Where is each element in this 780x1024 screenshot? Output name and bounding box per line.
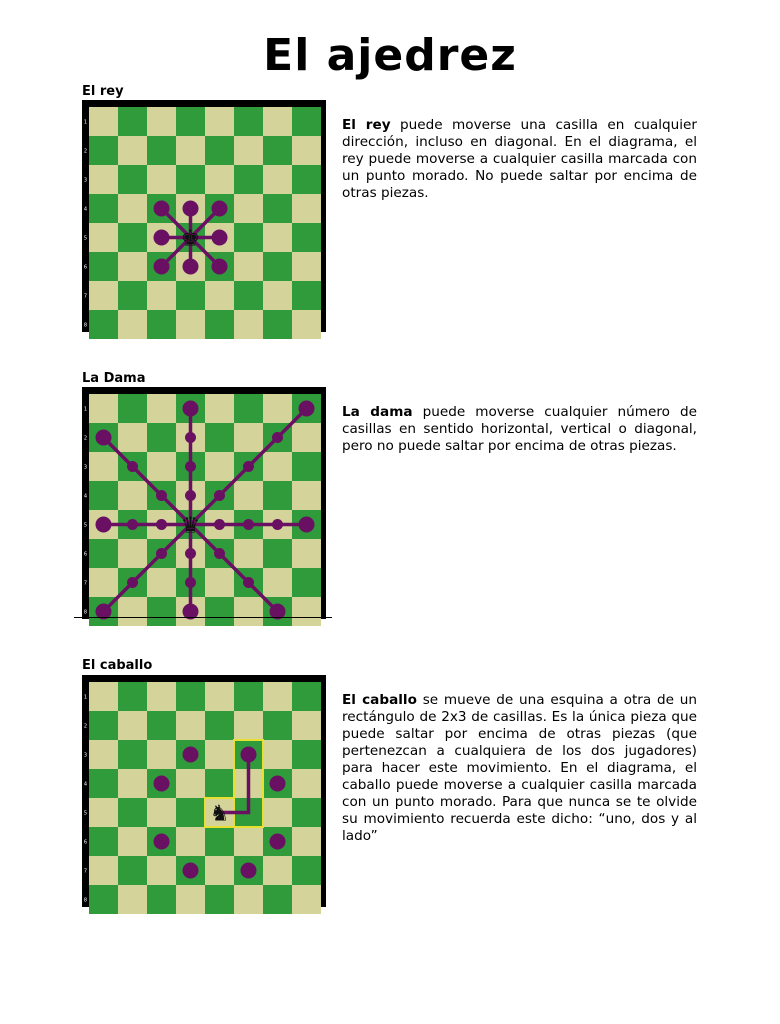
king-description (342, 117, 697, 202)
board-square (292, 885, 321, 914)
file-label: H (101, 628, 106, 634)
board-square (118, 827, 147, 856)
board-square (263, 798, 292, 827)
rank-label: 1 (83, 406, 88, 413)
board-square (234, 682, 263, 711)
board-square (176, 827, 205, 856)
target-dot (241, 747, 257, 763)
board-square (234, 107, 263, 136)
board-square (263, 136, 292, 165)
board-square (205, 568, 234, 597)
board-square (89, 136, 118, 165)
queen-name: La dama (342, 404, 413, 420)
board-square (147, 856, 176, 885)
board-square (205, 740, 234, 769)
target-dot (241, 863, 257, 879)
board-square (234, 481, 263, 510)
king-text: puede moverse una casilla en cualquier dirección, incluso en diagonal. En el diagrama, el rey puede moverse a cualquier casilla marcada con un punto morado. No puede saltar por encima de otras piezas. (342, 117, 697, 201)
separator-line (74, 617, 332, 618)
board-square (89, 194, 118, 223)
board-square (263, 740, 292, 769)
board-square (205, 597, 234, 626)
target-dot (183, 259, 199, 275)
board-square (292, 136, 321, 165)
path-dot (185, 432, 196, 443)
board-square (176, 798, 205, 827)
board-square (89, 452, 118, 481)
board-square (176, 769, 205, 798)
queen-text: puede moverse cualquier número de casillas en sentido horizontal, vertical o diagonal, pero no puede saltar por encima de otras piezas. (342, 404, 698, 454)
board-square (147, 568, 176, 597)
rank-label: 7 (83, 868, 88, 875)
board-square (89, 568, 118, 597)
board-square (118, 539, 147, 568)
board-square (89, 856, 118, 885)
board-square (89, 798, 118, 827)
board-square (118, 740, 147, 769)
board-square (292, 539, 321, 568)
board-square (205, 107, 234, 136)
board-square (147, 452, 176, 481)
board-square (118, 194, 147, 223)
board-square (292, 310, 321, 339)
board-square (89, 740, 118, 769)
board-square (118, 136, 147, 165)
path-dot (156, 490, 167, 501)
path-dot (214, 548, 225, 559)
rank-label: 8 (83, 609, 88, 616)
file-label: C (246, 628, 251, 634)
board-square (118, 856, 147, 885)
board-square (89, 481, 118, 510)
board-square (263, 452, 292, 481)
file-label: H (101, 916, 106, 922)
board-square (263, 856, 292, 885)
path-dot (214, 519, 225, 530)
target-dot (212, 230, 228, 246)
file-label: F (160, 916, 163, 922)
file-label: E (188, 628, 193, 634)
board-square (118, 281, 147, 310)
board-square (89, 281, 118, 310)
board-square (89, 682, 118, 711)
board-square (205, 769, 234, 798)
board-square (205, 136, 234, 165)
path-dot (243, 577, 254, 588)
board-square (263, 481, 292, 510)
board-square (147, 740, 176, 769)
section-heading-knight: El caballo (82, 658, 153, 673)
knight-text: se mueve de una esquina a otra de un rectángulo de 2x3 de casillas. Es la única pieza que puede saltar por encima de otras piezas (que pertenezcan a cualquiera de los dos jugadores) para hacer este movimiento. En el diagrama, el caballo puede moverse a cualquier casilla marcada con un punto morado. Para que nunca se te olvide su movimiento recuerda este dicho: “uno, dos y al lado” (342, 692, 697, 844)
board-square (263, 539, 292, 568)
path-dot (127, 577, 138, 588)
board-square (89, 310, 118, 339)
board-square (234, 885, 263, 914)
target-dot (270, 834, 286, 850)
queen-description (342, 404, 697, 455)
board-square (263, 252, 292, 281)
board-square (263, 194, 292, 223)
board-square (234, 539, 263, 568)
board-square (89, 394, 118, 423)
board-square (292, 711, 321, 740)
board-square (118, 394, 147, 423)
queen-board-diagram (82, 387, 326, 634)
rank-label: 6 (83, 839, 88, 846)
path-dot (272, 432, 283, 443)
board-square (147, 281, 176, 310)
target-dot (270, 776, 286, 792)
file-label: B (275, 341, 280, 347)
target-dot (183, 201, 199, 217)
king-name: El rey (342, 117, 391, 133)
board-square (292, 107, 321, 136)
target-dot (96, 430, 112, 446)
file-label: C (246, 916, 251, 922)
board-square (147, 136, 176, 165)
file-label: E (188, 916, 193, 922)
board-square (118, 769, 147, 798)
board-square (89, 769, 118, 798)
board-square (263, 165, 292, 194)
knight-description (342, 692, 697, 845)
board-square (234, 194, 263, 223)
section-heading-king: El rey (82, 84, 124, 99)
file-label: G (130, 341, 135, 347)
file-label: F (160, 341, 163, 347)
board-square (89, 107, 118, 136)
board-square (147, 711, 176, 740)
page-title: El ajedrez (263, 30, 517, 81)
target-dot (154, 230, 170, 246)
board-square (89, 539, 118, 568)
target-dot (183, 863, 199, 879)
board-square (176, 107, 205, 136)
board-square (176, 885, 205, 914)
board-square (147, 597, 176, 626)
piece-icon: ♚ (180, 226, 201, 252)
board-square (292, 769, 321, 798)
file-label: D (217, 916, 222, 922)
board-square (147, 682, 176, 711)
path-dot (272, 519, 283, 530)
board-square (234, 136, 263, 165)
knight-board-diagram (82, 675, 326, 922)
rank-label: 8 (83, 322, 88, 329)
board-square (205, 856, 234, 885)
board-square (234, 223, 263, 252)
board-square (292, 223, 321, 252)
board-square (118, 798, 147, 827)
board-square (292, 568, 321, 597)
queen-board (82, 387, 326, 634)
board-square (234, 597, 263, 626)
board-square (176, 711, 205, 740)
target-dot (154, 201, 170, 217)
board-square (263, 394, 292, 423)
board-square (263, 885, 292, 914)
file-label: B (275, 628, 280, 634)
target-dot (212, 259, 228, 275)
file-label: G (130, 916, 135, 922)
path-dot (243, 461, 254, 472)
board-square (205, 452, 234, 481)
board-square (263, 107, 292, 136)
path-dot (214, 490, 225, 501)
board-square (292, 281, 321, 310)
board-square (205, 281, 234, 310)
target-dot (154, 776, 170, 792)
board-square (263, 281, 292, 310)
board-square (118, 711, 147, 740)
file-label: C (246, 341, 251, 347)
king-board (82, 100, 326, 347)
target-dot (96, 517, 112, 533)
rank-label: 4 (83, 206, 88, 213)
rank-label: 3 (83, 752, 88, 759)
board-square (89, 165, 118, 194)
path-dot (185, 577, 196, 588)
rank-label: 6 (83, 264, 88, 271)
board-square (118, 682, 147, 711)
board-square (118, 165, 147, 194)
file-label: G (130, 628, 135, 634)
rank-label: 4 (83, 781, 88, 788)
board-square (205, 885, 234, 914)
rank-label: 3 (83, 177, 88, 184)
board-square (205, 165, 234, 194)
board-square (205, 682, 234, 711)
board-square (292, 798, 321, 827)
board-square (147, 885, 176, 914)
rank-label: 1 (83, 694, 88, 701)
path-dot (127, 519, 138, 530)
target-dot (183, 747, 199, 763)
board-square (147, 107, 176, 136)
board-square (205, 394, 234, 423)
board-square (234, 281, 263, 310)
section-heading-queen: La Dama (82, 371, 146, 386)
board-square (147, 394, 176, 423)
board-square (234, 711, 263, 740)
board-square (263, 682, 292, 711)
file-label: E (188, 341, 193, 347)
board-square (292, 682, 321, 711)
board-square (263, 223, 292, 252)
board-square (118, 310, 147, 339)
board-square (176, 136, 205, 165)
board-square (234, 165, 263, 194)
rank-label: 1 (83, 119, 88, 126)
path-dot (185, 490, 196, 501)
board-square (118, 223, 147, 252)
path-dot (185, 461, 196, 472)
board-square (176, 310, 205, 339)
board-square (118, 597, 147, 626)
path-dot (243, 519, 254, 530)
board-square (263, 711, 292, 740)
target-dot (299, 517, 315, 533)
board-square (176, 165, 205, 194)
path-dot (127, 461, 138, 472)
target-dot (154, 834, 170, 850)
file-label: D (217, 341, 222, 347)
file-label: B (275, 916, 280, 922)
board-square (234, 394, 263, 423)
file-label: F (160, 628, 163, 634)
file-label: H (101, 341, 106, 347)
board-square (89, 223, 118, 252)
file-label: A (304, 341, 309, 347)
piece-icon: ♛ (180, 513, 201, 539)
file-label: A (304, 628, 309, 634)
board-square (292, 165, 321, 194)
target-dot (183, 401, 199, 417)
board-square (205, 423, 234, 452)
board-square (147, 310, 176, 339)
rank-label: 5 (83, 235, 88, 242)
board-square (234, 827, 263, 856)
knight-name: El caballo (342, 692, 417, 708)
path-dot (185, 548, 196, 559)
board-square (89, 827, 118, 856)
target-dot (212, 201, 228, 217)
king-board-diagram (82, 100, 326, 347)
board-square (263, 568, 292, 597)
board-square (147, 798, 176, 827)
rank-label: 2 (83, 723, 88, 730)
board-square (118, 107, 147, 136)
board-square (118, 481, 147, 510)
target-dot (154, 259, 170, 275)
board-square (147, 423, 176, 452)
knight-board (82, 675, 326, 922)
board-square (292, 827, 321, 856)
path-dot (156, 519, 167, 530)
board-square (205, 310, 234, 339)
board-square (292, 423, 321, 452)
board-square (292, 856, 321, 885)
board-square (234, 252, 263, 281)
board-square (205, 827, 234, 856)
rank-label: 7 (83, 580, 88, 587)
file-label: D (217, 628, 222, 634)
board-square (292, 740, 321, 769)
board-square (176, 682, 205, 711)
board-square (118, 885, 147, 914)
board-square (234, 310, 263, 339)
board-square (263, 310, 292, 339)
board-square (89, 711, 118, 740)
rank-label: 5 (83, 810, 88, 817)
board-square (118, 423, 147, 452)
rank-label: 6 (83, 551, 88, 558)
rank-label: 8 (83, 897, 88, 904)
rank-label: 2 (83, 435, 88, 442)
board-square (205, 711, 234, 740)
board-square (118, 252, 147, 281)
piece-icon: ♞ (209, 801, 230, 827)
rank-label: 7 (83, 293, 88, 300)
board-square (176, 281, 205, 310)
rank-label: 4 (83, 493, 88, 500)
target-dot (299, 401, 315, 417)
rank-label: 2 (83, 148, 88, 155)
path-dot (156, 548, 167, 559)
board-square (89, 885, 118, 914)
board-square (89, 252, 118, 281)
board-square (292, 597, 321, 626)
board-square (234, 423, 263, 452)
board-square (292, 194, 321, 223)
rank-label: 3 (83, 464, 88, 471)
board-square (292, 481, 321, 510)
board-square (292, 452, 321, 481)
file-label: A (304, 916, 309, 922)
board-square (147, 165, 176, 194)
rank-label: 5 (83, 522, 88, 529)
board-square (292, 252, 321, 281)
